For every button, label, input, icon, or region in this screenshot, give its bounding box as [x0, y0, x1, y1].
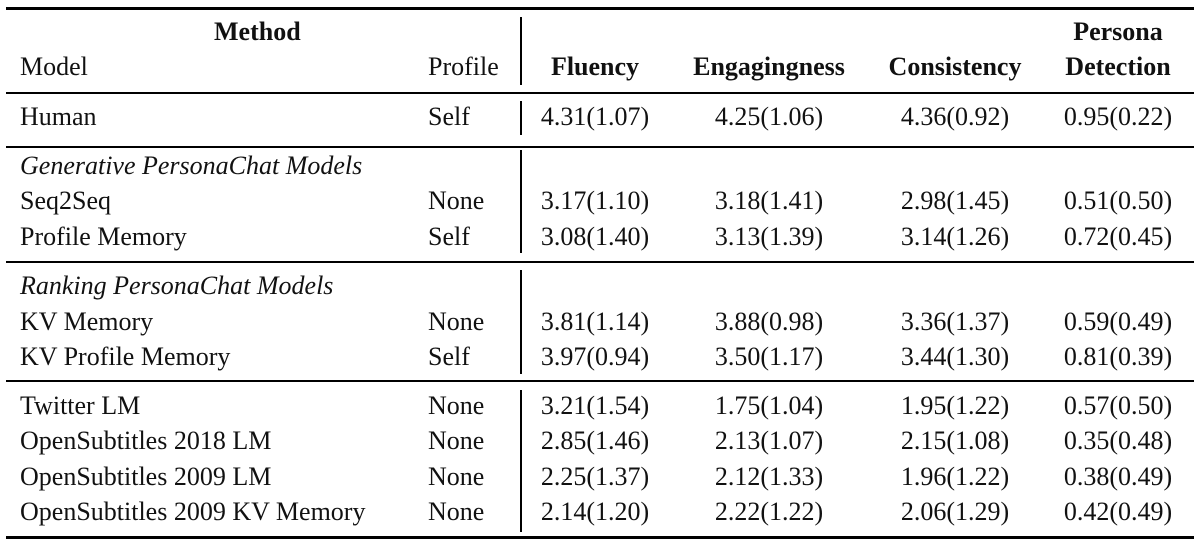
- generative-section-title: Generative PersonaChat Models: [20, 151, 363, 180]
- top-rule: [6, 7, 1194, 10]
- human-engagingness: 4.25(1.06): [714, 102, 824, 131]
- human-consistency: 4.36(0.92): [900, 102, 1010, 131]
- model-header: Model: [20, 52, 88, 81]
- table-row-model: KV Profile Memory: [20, 342, 231, 371]
- persona-header-line1: Persona: [1073, 17, 1163, 46]
- table-row-profile: Self: [428, 342, 470, 371]
- table-row-engagingness: 2.12(1.33): [714, 462, 824, 491]
- table-row-profile: None: [428, 497, 485, 526]
- human-rule: [6, 146, 1194, 148]
- table-row-profile: None: [428, 462, 485, 491]
- table-row-model: OpenSubtitles 2009 KV Memory: [20, 497, 366, 526]
- generative-rule: [6, 261, 1194, 263]
- table-row-fluency: 3.81(1.14): [540, 307, 650, 336]
- table-row-fluency: 3.97(0.94): [540, 342, 650, 371]
- table-row-consistency: 3.14(1.26): [900, 222, 1010, 251]
- table-row-persona: 0.59(0.49): [1063, 307, 1173, 336]
- table-row-consistency: 2.98(1.45): [900, 186, 1010, 215]
- table-row-model: Profile Memory: [20, 222, 187, 251]
- table-row-engagingness: 3.13(1.39): [714, 222, 824, 251]
- ranking-rule: [6, 380, 1194, 382]
- bottom-rule: [6, 536, 1194, 539]
- table-row-engagingness: 2.22(1.22): [714, 497, 824, 526]
- table-row-model: Twitter LM: [20, 391, 141, 420]
- table-row-engagingness: 1.75(1.04): [714, 391, 824, 420]
- table-row-profile: None: [428, 391, 485, 420]
- table-row-model: Seq2Seq: [20, 186, 111, 215]
- table-row-model: KV Memory: [20, 307, 154, 336]
- table-row-consistency: 2.15(1.08): [900, 426, 1010, 455]
- table-row-model: OpenSubtitles 2018 LM: [20, 426, 272, 455]
- table-row-persona: 0.51(0.50): [1063, 186, 1173, 215]
- table-row-fluency: 2.14(1.20): [540, 497, 650, 526]
- human-model: Human: [20, 102, 97, 131]
- table-row-consistency: 3.44(1.30): [900, 342, 1010, 371]
- method-header: Method: [214, 17, 301, 46]
- table-row-fluency: 3.08(1.40): [540, 222, 650, 251]
- table-row-consistency: 1.96(1.22): [900, 462, 1010, 491]
- persona-header-line2: Detection: [1065, 52, 1171, 81]
- table-row-profile: None: [428, 186, 485, 215]
- table-row-profile: Self: [428, 222, 470, 251]
- table-row-persona: 0.35(0.48): [1063, 426, 1173, 455]
- table-row-engagingness: 3.88(0.98): [714, 307, 824, 336]
- header-rule: [6, 92, 1194, 94]
- table-row-persona: 0.57(0.50): [1063, 391, 1173, 420]
- table-row-fluency: 2.25(1.37): [540, 462, 650, 491]
- engagingness-header: Engagingness: [693, 52, 845, 81]
- table-row-engagingness: 2.13(1.07): [714, 426, 824, 455]
- table-row-profile: None: [428, 307, 485, 336]
- table-row-fluency: 3.17(1.10): [540, 186, 650, 215]
- table-row-persona: 0.42(0.49): [1063, 497, 1173, 526]
- table-row-consistency: 3.36(1.37): [900, 307, 1010, 336]
- human-fluency: 4.31(1.07): [540, 102, 650, 131]
- table-row-fluency: 2.85(1.46): [540, 426, 650, 455]
- human-persona: 0.95(0.22): [1063, 102, 1173, 131]
- table-row-engagingness: 3.18(1.41): [714, 186, 824, 215]
- table-row-profile: None: [428, 426, 485, 455]
- table-row-consistency: 1.95(1.22): [900, 391, 1010, 420]
- ranking-section-title: Ranking PersonaChat Models: [20, 271, 334, 300]
- consistency-header: Consistency: [888, 52, 1022, 81]
- table-row-consistency: 2.06(1.29): [900, 497, 1010, 526]
- fluency-header: Fluency: [550, 52, 640, 81]
- table-row-persona: 0.81(0.39): [1063, 342, 1173, 371]
- table-row-model: OpenSubtitles 2009 LM: [20, 462, 272, 491]
- table-row-engagingness: 3.50(1.17): [714, 342, 824, 371]
- table-row-persona: 0.72(0.45): [1063, 222, 1173, 251]
- profile-header: Profile: [428, 52, 499, 81]
- human-profile: Self: [428, 102, 470, 131]
- table-row-persona: 0.38(0.49): [1063, 462, 1173, 491]
- table-row-fluency: 3.21(1.54): [540, 391, 650, 420]
